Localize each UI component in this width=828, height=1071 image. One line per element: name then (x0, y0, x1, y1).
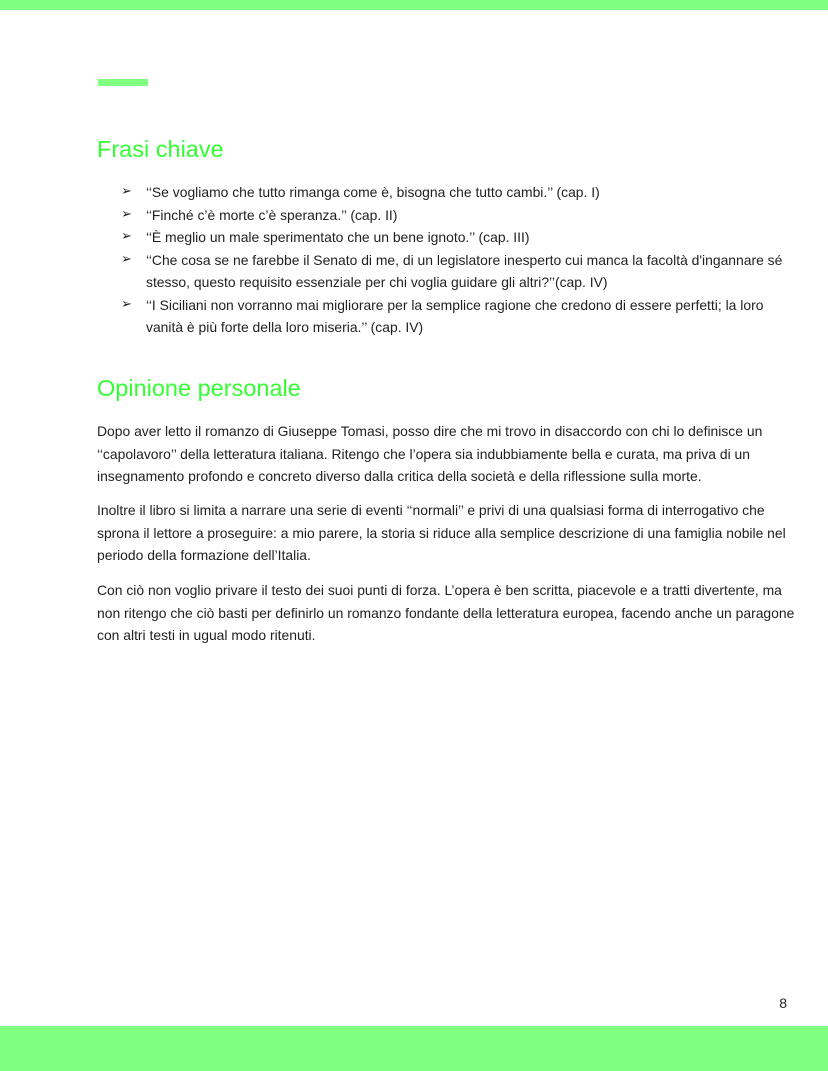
top-accent-band (0, 0, 828, 10)
section-title-opinione-personale: Opinione personale (97, 375, 301, 401)
quote-text: ‘‘Finché c’è morte c’è speranza.’’ (cap. II) (146, 206, 398, 223)
opinion-paragraph: Inoltre il libro si limita a narrare una serie di eventi ‘‘normali’’ e privi di una qualsiasi forma di interrogativo che sprona il lettore a proseguire: a mio parere, la storia si riduce alla semplice descrizione di una famiglia nobile nel periodo della formazione dell’Italia. (97, 502, 786, 563)
arrowhead-bullet-icon: ➢ (121, 251, 132, 267)
accent-bar (98, 79, 148, 86)
bottom-accent-band (0, 1026, 828, 1071)
opinion-paragraph: Dopo aver letto il romanzo di Giuseppe Tomasi, posso dire che mi trovo in disaccordo con chi lo definisce un ‘‘capolavoro’’ della letteratura italiana. Ritengo che l’opera sia indubbiamente bella e curata, ma priva di un insegnamento profondo e concreto diverso dalla critica della società e della riflessione sulla morte. (97, 423, 763, 484)
page-number: 8 (779, 995, 787, 1011)
quote-item (97, 294, 787, 339)
arrowhead-bullet-icon: ➢ (121, 184, 132, 199)
arrowhead-bullet-icon: ➢ (121, 206, 132, 222)
quote-text: ‘‘È meglio un male sperimentato che un bene ignoto.’’ (cap. III) (146, 229, 530, 245)
quote-item (97, 204, 787, 227)
arrowhead-bullet-icon: ➢ (121, 229, 132, 244)
quote-text: ‘‘I Siciliani non vorranno mai migliorare per la semplice ragione che credono di essere perfetti; la loro vanità è più forte della loro miseria.’’ (cap. IV) (146, 296, 764, 335)
quote-item (97, 181, 787, 204)
arrowhead-bullet-icon: ➢ (121, 296, 132, 312)
quote-list (97, 181, 787, 339)
quote-item (97, 226, 787, 249)
section-title-frasi-chiave: Frasi chiave (97, 136, 224, 162)
quote-text: ‘‘Se vogliamo che tutto rimanga come è, bisogna che tutto cambi.’’ (cap. I) (146, 184, 600, 200)
opinion-paragraph: Con ciò non voglio privare il testo dei suoi punti di forza. L’opera è ben scritta, piacevole e a tratti divertente, ma non ritengo che ciò basti per definirlo un romanzo fondante della letteratura europea, facendo anche un paragone con altri testi in ugual modo ritenuti. (97, 582, 795, 643)
quote-text: ‘‘Che cosa se ne farebbe il Senato di me, di un legislatore inesperto cui manca la facoltà d'ingannare sé stesso, questo requisito essenziale per chi voglia guidare gli altri?’’(cap. IV) (146, 251, 783, 290)
quote-item (97, 249, 787, 294)
